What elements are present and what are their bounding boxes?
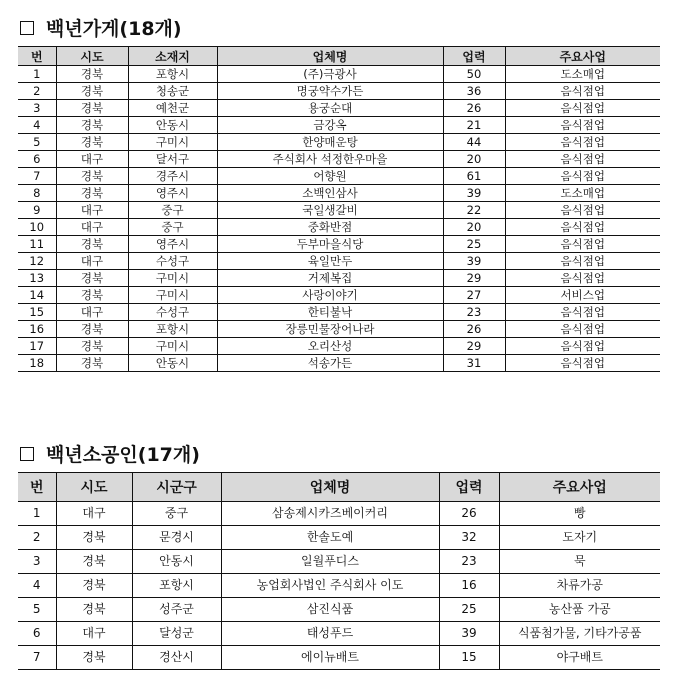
cell-years: 44 — [443, 134, 505, 151]
table-row — [18, 304, 660, 321]
cell-business-name: 한솔도예 — [221, 526, 439, 550]
cell-main-business: 음식점업 — [505, 168, 660, 185]
cell-province: 경북 — [56, 646, 132, 670]
cell-city: 청송군 — [128, 83, 217, 100]
cell-province: 경북 — [56, 574, 132, 598]
cell-business-name: 태성푸드 — [221, 622, 439, 646]
cell-business-name: 장릉민물장어나라 — [217, 321, 443, 338]
cell-business-name: 한양매운탕 — [217, 134, 443, 151]
cell-province: 경북 — [56, 355, 128, 372]
table-row — [18, 526, 660, 550]
cell-province: 경북 — [56, 236, 128, 253]
cell-years: 29 — [443, 338, 505, 355]
cell-years: 39 — [439, 622, 499, 646]
cell-main-business: 음식점업 — [505, 338, 660, 355]
cell-years: 25 — [439, 598, 499, 622]
cell-province: 대구 — [56, 219, 128, 236]
column-header-city: 시군구 — [132, 473, 221, 502]
cell-province: 경북 — [56, 185, 128, 202]
cell-business-name: 어향원 — [217, 168, 443, 185]
cell-business-name: 사랑이야기 — [217, 287, 443, 304]
table-header-row — [18, 473, 660, 502]
checkbox-icon — [20, 447, 34, 461]
cell-city: 성주군 — [132, 598, 221, 622]
cell-city: 예천군 — [128, 100, 217, 117]
cell-city: 영주시 — [128, 185, 217, 202]
table-row — [18, 338, 660, 355]
cell-years: 39 — [443, 185, 505, 202]
cell-city: 안동시 — [128, 117, 217, 134]
cell-city: 구미시 — [128, 287, 217, 304]
table-row — [18, 134, 660, 151]
cell-business-name: 금강옥 — [217, 117, 443, 134]
cell-no: 2 — [18, 526, 56, 550]
cell-main-business: 서비스업 — [505, 287, 660, 304]
cell-business-name: 용궁순대 — [217, 100, 443, 117]
cell-years: 20 — [443, 219, 505, 236]
cell-years: 26 — [439, 502, 499, 526]
column-header-city: 소재지 — [128, 47, 217, 66]
cell-main-business: 도소매업 — [505, 185, 660, 202]
cell-years: 29 — [443, 270, 505, 287]
cell-main-business: 음식점업 — [505, 253, 660, 270]
cell-province: 경북 — [56, 338, 128, 355]
cell-no: 9 — [18, 202, 56, 219]
cell-main-business: 음식점업 — [505, 270, 660, 287]
column-header-years: 업력 — [439, 473, 499, 502]
table-row — [18, 185, 660, 202]
cell-no: 12 — [18, 253, 56, 270]
cell-main-business: 음식점업 — [505, 151, 660, 168]
cell-main-business: 묵 — [499, 550, 660, 574]
table-row — [18, 202, 660, 219]
cell-years: 23 — [439, 550, 499, 574]
cell-business-name: 중화반점 — [217, 219, 443, 236]
cell-province: 대구 — [56, 253, 128, 270]
cell-main-business: 음식점업 — [505, 83, 660, 100]
cell-years: 20 — [443, 151, 505, 168]
table-row — [18, 168, 660, 185]
cell-business-name: 농업회사법인 주식회사 이도 — [221, 574, 439, 598]
table-row — [18, 236, 660, 253]
cell-province: 경북 — [56, 270, 128, 287]
table-row — [18, 321, 660, 338]
cell-province: 경북 — [56, 117, 128, 134]
cell-no: 17 — [18, 338, 56, 355]
cell-city: 포항시 — [132, 574, 221, 598]
cell-province: 대구 — [56, 202, 128, 219]
table-row — [18, 83, 660, 100]
cell-city: 구미시 — [128, 338, 217, 355]
cell-city: 경주시 — [128, 168, 217, 185]
cell-business-name: 삼송제시카즈베이커리 — [221, 502, 439, 526]
cell-business-name: 일월푸디스 — [221, 550, 439, 574]
cell-main-business: 도자기 — [499, 526, 660, 550]
table-row — [18, 622, 660, 646]
section2-heading — [20, 440, 200, 467]
cell-province: 경북 — [56, 550, 132, 574]
cell-province: 경북 — [56, 287, 128, 304]
cell-no: 1 — [18, 502, 56, 526]
cell-years: 15 — [439, 646, 499, 670]
cell-no: 14 — [18, 287, 56, 304]
cell-main-business: 음식점업 — [505, 321, 660, 338]
column-header-province: 시도 — [56, 473, 132, 502]
checkbox-icon — [20, 21, 34, 35]
cell-years: 50 — [443, 66, 505, 83]
cell-years: 39 — [443, 253, 505, 270]
cell-years: 22 — [443, 202, 505, 219]
cell-province: 대구 — [56, 622, 132, 646]
table-row — [18, 100, 660, 117]
cell-no: 4 — [18, 117, 56, 134]
cell-business-name: 명궁약수가든 — [217, 83, 443, 100]
cell-main-business: 농산품 가공 — [499, 598, 660, 622]
cell-no: 7 — [18, 168, 56, 185]
table-row — [18, 253, 660, 270]
cell-business-name: 에이뉴배트 — [221, 646, 439, 670]
cell-city: 수성구 — [128, 304, 217, 321]
cell-main-business: 음식점업 — [505, 219, 660, 236]
cell-years: 21 — [443, 117, 505, 134]
cell-business-name: 삼진식품 — [221, 598, 439, 622]
cell-main-business: 식품첨가물, 기타가공품 — [499, 622, 660, 646]
cell-years: 32 — [439, 526, 499, 550]
cell-no: 8 — [18, 185, 56, 202]
cell-main-business: 야구배트 — [499, 646, 660, 670]
cell-city: 달서구 — [128, 151, 217, 168]
section1-title: 백년가게(18개) — [46, 18, 182, 40]
cell-city: 문경시 — [132, 526, 221, 550]
cell-business-name: 한티불낙 — [217, 304, 443, 321]
cell-province: 대구 — [56, 304, 128, 321]
cell-no: 7 — [18, 646, 56, 670]
section2-title: 백년소공인(17개) — [46, 444, 200, 466]
cell-main-business: 음식점업 — [505, 236, 660, 253]
table-row — [18, 66, 660, 83]
cell-main-business: 음식점업 — [505, 202, 660, 219]
cell-business-name: 소백인삼사 — [217, 185, 443, 202]
section1-heading — [20, 14, 182, 41]
column-header-business-name: 업체명 — [217, 47, 443, 66]
cell-no: 6 — [18, 151, 56, 168]
cell-years: 36 — [443, 83, 505, 100]
cell-no: 5 — [18, 134, 56, 151]
table-row — [18, 598, 660, 622]
cell-no: 1 — [18, 66, 56, 83]
cell-main-business: 도소매업 — [505, 66, 660, 83]
table-row — [18, 219, 660, 236]
cell-province: 경북 — [56, 66, 128, 83]
cell-city: 안동시 — [132, 550, 221, 574]
table-row — [18, 574, 660, 598]
cell-years: 26 — [443, 321, 505, 338]
cell-province: 대구 — [56, 502, 132, 526]
column-header-no: 번 — [18, 473, 56, 502]
cell-province: 경북 — [56, 100, 128, 117]
cell-no: 13 — [18, 270, 56, 287]
cell-province: 경북 — [56, 598, 132, 622]
column-header-years: 업력 — [443, 47, 505, 66]
cell-no: 4 — [18, 574, 56, 598]
table-row — [18, 355, 660, 372]
cell-main-business: 음식점업 — [505, 304, 660, 321]
cell-main-business: 빵 — [499, 502, 660, 526]
table-row — [18, 287, 660, 304]
cell-main-business: 음식점업 — [505, 355, 660, 372]
table-row — [18, 270, 660, 287]
column-header-main-business: 주요사업 — [505, 47, 660, 66]
table-row — [18, 550, 660, 574]
cell-years: 23 — [443, 304, 505, 321]
cell-no: 10 — [18, 219, 56, 236]
cell-business-name: (주)극광사 — [217, 66, 443, 83]
cell-no: 18 — [18, 355, 56, 372]
cell-province: 경북 — [56, 526, 132, 550]
cell-no: 2 — [18, 83, 56, 100]
cell-city: 중구 — [132, 502, 221, 526]
cell-business-name: 주식회사 석정한우마을 — [217, 151, 443, 168]
cell-main-business: 음식점업 — [505, 134, 660, 151]
cell-main-business: 차류가공 — [499, 574, 660, 598]
cell-city: 중구 — [128, 219, 217, 236]
cell-years: 26 — [443, 100, 505, 117]
cell-no: 3 — [18, 100, 56, 117]
cell-city: 구미시 — [128, 134, 217, 151]
table-row — [18, 117, 660, 134]
cell-city: 구미시 — [128, 270, 217, 287]
cell-province: 경북 — [56, 168, 128, 185]
column-header-main-business: 주요사업 — [499, 473, 660, 502]
table-row — [18, 151, 660, 168]
cell-business-name: 거제복집 — [217, 270, 443, 287]
centennial-stores-table — [18, 46, 660, 372]
cell-years: 27 — [443, 287, 505, 304]
column-header-business-name: 업체명 — [221, 473, 439, 502]
cell-business-name: 육일만두 — [217, 253, 443, 270]
table-row — [18, 646, 660, 670]
cell-province: 대구 — [56, 151, 128, 168]
cell-no: 15 — [18, 304, 56, 321]
cell-city: 안동시 — [128, 355, 217, 372]
cell-years: 25 — [443, 236, 505, 253]
cell-main-business: 음식점업 — [505, 117, 660, 134]
cell-province: 경북 — [56, 321, 128, 338]
cell-main-business: 음식점업 — [505, 100, 660, 117]
cell-years: 61 — [443, 168, 505, 185]
column-header-province: 시도 — [56, 47, 128, 66]
cell-years: 16 — [439, 574, 499, 598]
centennial-artisans-table — [18, 472, 660, 670]
table-header-row — [18, 47, 660, 66]
cell-no: 6 — [18, 622, 56, 646]
table-row — [18, 502, 660, 526]
cell-province: 경북 — [56, 83, 128, 100]
cell-city: 중구 — [128, 202, 217, 219]
cell-business-name: 오리산성 — [217, 338, 443, 355]
cell-no: 16 — [18, 321, 56, 338]
cell-city: 수성구 — [128, 253, 217, 270]
cell-province: 경북 — [56, 134, 128, 151]
cell-city: 포항시 — [128, 321, 217, 338]
cell-business-name: 국일생갈비 — [217, 202, 443, 219]
cell-years: 31 — [443, 355, 505, 372]
cell-city: 달성군 — [132, 622, 221, 646]
cell-city: 영주시 — [128, 236, 217, 253]
cell-no: 11 — [18, 236, 56, 253]
column-header-no: 번 — [18, 47, 56, 66]
cell-no: 5 — [18, 598, 56, 622]
cell-city: 경산시 — [132, 646, 221, 670]
cell-business-name: 석송가든 — [217, 355, 443, 372]
cell-business-name: 두부마을식당 — [217, 236, 443, 253]
cell-city: 포항시 — [128, 66, 217, 83]
cell-no: 3 — [18, 550, 56, 574]
